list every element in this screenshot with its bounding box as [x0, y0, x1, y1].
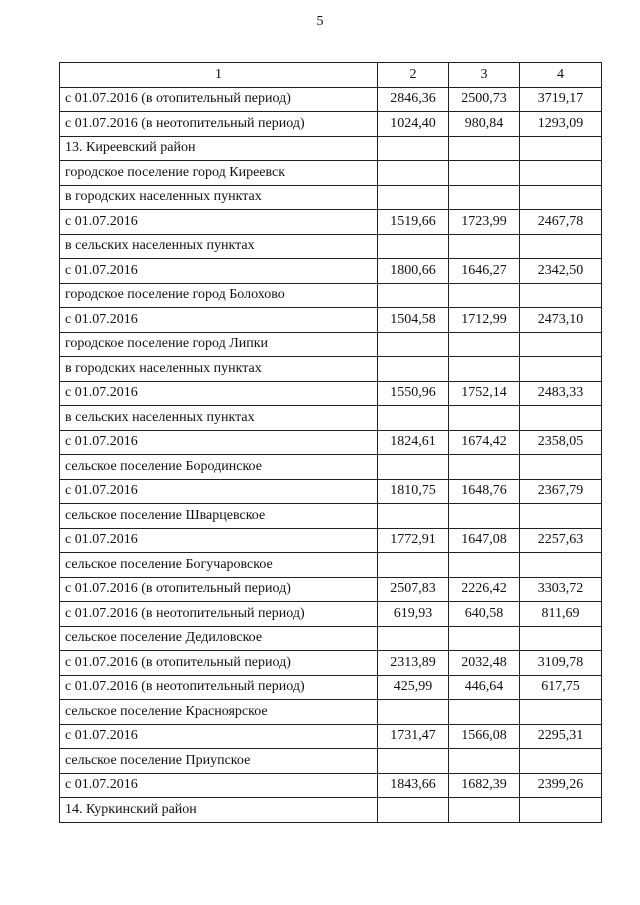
row-label-cell: сельское поселение Богучаровское [60, 553, 378, 578]
table-row [60, 381, 602, 406]
value-cell-col2: 2313,89 [378, 651, 449, 676]
value-cell-col4 [520, 626, 602, 651]
value-cell-col3 [449, 234, 520, 259]
value-cell-col3: 1682,39 [449, 773, 520, 798]
page-number: 5 [316, 14, 324, 29]
row-label-cell: сельское поселение Красноярское [60, 700, 378, 725]
table-row [60, 675, 602, 700]
row-label-cell: с 01.07.2016 (в неотопительный период) [60, 112, 378, 137]
column-header-4: 4 [520, 63, 602, 88]
value-cell-col4 [520, 553, 602, 578]
table-row [60, 185, 602, 210]
value-cell-col2 [378, 283, 449, 308]
table-row [60, 234, 602, 259]
value-cell-col2: 1024,40 [378, 112, 449, 137]
value-cell-col2: 1810,75 [378, 479, 449, 504]
row-label-cell: с 01.07.2016 [60, 724, 378, 749]
value-cell-col4: 3719,17 [520, 87, 602, 112]
value-cell-col2: 1504,58 [378, 308, 449, 333]
table-row [60, 455, 602, 480]
table-body [60, 87, 602, 822]
value-cell-col2: 1772,91 [378, 528, 449, 553]
row-label-cell: 13. Киреевский район [60, 136, 378, 161]
value-cell-col2 [378, 136, 449, 161]
table-row [60, 626, 602, 651]
value-cell-col3 [449, 357, 520, 382]
value-cell-col3: 640,58 [449, 602, 520, 627]
value-cell-col4: 2342,50 [520, 259, 602, 284]
row-label-cell: с 01.07.2016 (в неотопительный период) [60, 675, 378, 700]
value-cell-col4 [520, 357, 602, 382]
value-cell-col4: 617,75 [520, 675, 602, 700]
value-cell-col4: 2367,79 [520, 479, 602, 504]
table-row [60, 112, 602, 137]
value-cell-col4 [520, 185, 602, 210]
value-cell-col2 [378, 553, 449, 578]
table-row [60, 577, 602, 602]
value-cell-col4 [520, 332, 602, 357]
row-label-cell: городское поселение город Болохово [60, 283, 378, 308]
value-cell-col3 [449, 626, 520, 651]
value-cell-col4 [520, 161, 602, 186]
value-cell-col3 [449, 749, 520, 774]
value-cell-col2: 425,99 [378, 675, 449, 700]
row-label-cell: в городских населенных пунктах [60, 185, 378, 210]
row-label-cell: с 01.07.2016 [60, 479, 378, 504]
table-header-row [60, 63, 602, 88]
value-cell-col3: 1752,14 [449, 381, 520, 406]
value-cell-col3 [449, 504, 520, 529]
value-cell-col3 [449, 455, 520, 480]
value-cell-col4: 2257,63 [520, 528, 602, 553]
value-cell-col3: 1674,42 [449, 430, 520, 455]
value-cell-col3: 2032,48 [449, 651, 520, 676]
value-cell-col2 [378, 234, 449, 259]
table-row [60, 798, 602, 823]
table-row [60, 136, 602, 161]
value-cell-col2 [378, 161, 449, 186]
value-cell-col2 [378, 798, 449, 823]
value-cell-col4 [520, 798, 602, 823]
table-row [60, 504, 602, 529]
value-cell-col2: 1824,61 [378, 430, 449, 455]
row-label-cell: с 01.07.2016 [60, 528, 378, 553]
row-label-cell: с 01.07.2016 [60, 308, 378, 333]
table-row [60, 161, 602, 186]
value-cell-col4 [520, 406, 602, 431]
table-row [60, 210, 602, 235]
value-cell-col3: 1712,99 [449, 308, 520, 333]
table-row [60, 651, 602, 676]
table-row [60, 773, 602, 798]
table-row [60, 406, 602, 431]
value-cell-col2 [378, 406, 449, 431]
value-cell-col2: 1800,66 [378, 259, 449, 284]
value-cell-col2: 1731,47 [378, 724, 449, 749]
table-row [60, 553, 602, 578]
value-cell-col2 [378, 700, 449, 725]
row-label-cell: с 01.07.2016 [60, 773, 378, 798]
value-cell-col3: 2226,42 [449, 577, 520, 602]
table-row [60, 357, 602, 382]
row-label-cell: в сельских населенных пунктах [60, 406, 378, 431]
row-label-cell: городское поселение город Липки [60, 332, 378, 357]
value-cell-col3 [449, 406, 520, 431]
value-cell-col4 [520, 283, 602, 308]
row-label-cell: в сельских населенных пунктах [60, 234, 378, 259]
value-cell-col3: 446,64 [449, 675, 520, 700]
value-cell-col3 [449, 185, 520, 210]
value-cell-col4: 1293,09 [520, 112, 602, 137]
row-label-cell: с 01.07.2016 [60, 259, 378, 284]
row-label-cell: с 01.07.2016 (в отопительный период) [60, 651, 378, 676]
column-header-3: 3 [449, 63, 520, 88]
table-row [60, 749, 602, 774]
value-cell-col3 [449, 332, 520, 357]
value-cell-col2: 1519,66 [378, 210, 449, 235]
table-row [60, 528, 602, 553]
table-row [60, 332, 602, 357]
table-row [60, 602, 602, 627]
value-cell-col3: 1648,76 [449, 479, 520, 504]
value-cell-col2: 1550,96 [378, 381, 449, 406]
value-cell-col4 [520, 700, 602, 725]
row-label-cell: в городских населенных пунктах [60, 357, 378, 382]
value-cell-col4: 3109,78 [520, 651, 602, 676]
value-cell-col2 [378, 749, 449, 774]
table-row [60, 283, 602, 308]
value-cell-col4: 2483,33 [520, 381, 602, 406]
value-cell-col4 [520, 136, 602, 161]
table-row [60, 479, 602, 504]
value-cell-col3: 1723,99 [449, 210, 520, 235]
row-label-cell: сельское поселение Дедиловское [60, 626, 378, 651]
value-cell-col4: 2399,26 [520, 773, 602, 798]
row-label-cell: с 01.07.2016 (в неотопительный период) [60, 602, 378, 627]
row-label-cell: с 01.07.2016 (в отопительный период) [60, 577, 378, 602]
table-row [60, 87, 602, 112]
row-label-cell: сельское поселение Шварцевское [60, 504, 378, 529]
value-cell-col2 [378, 185, 449, 210]
value-cell-col2: 619,93 [378, 602, 449, 627]
table-row [60, 259, 602, 284]
value-cell-col2: 1843,66 [378, 773, 449, 798]
value-cell-col2 [378, 455, 449, 480]
value-cell-col4 [520, 749, 602, 774]
value-cell-col2: 2846,36 [378, 87, 449, 112]
row-label-cell: с 01.07.2016 [60, 381, 378, 406]
row-label-cell: с 01.07.2016 [60, 430, 378, 455]
value-cell-col4: 3303,72 [520, 577, 602, 602]
row-label-cell: сельское поселение Приупское [60, 749, 378, 774]
value-cell-col3 [449, 700, 520, 725]
row-label-cell: сельское поселение Бородинское [60, 455, 378, 480]
column-header-1: 1 [60, 63, 378, 88]
value-cell-col2 [378, 504, 449, 529]
value-cell-col4: 2358,05 [520, 430, 602, 455]
value-cell-col4: 811,69 [520, 602, 602, 627]
table-row [60, 700, 602, 725]
value-cell-col3: 2500,73 [449, 87, 520, 112]
value-cell-col3 [449, 136, 520, 161]
table-row [60, 308, 602, 333]
value-cell-col4: 2295,31 [520, 724, 602, 749]
value-cell-col2 [378, 357, 449, 382]
value-cell-col2 [378, 332, 449, 357]
tariff-table [59, 62, 602, 823]
value-cell-col3: 980,84 [449, 112, 520, 137]
value-cell-col3: 1646,27 [449, 259, 520, 284]
value-cell-col4 [520, 455, 602, 480]
value-cell-col2: 2507,83 [378, 577, 449, 602]
row-label-cell: городское поселение город Киреевск [60, 161, 378, 186]
row-label-cell: с 01.07.2016 [60, 210, 378, 235]
value-cell-col4 [520, 504, 602, 529]
value-cell-col3 [449, 553, 520, 578]
value-cell-col4: 2473,10 [520, 308, 602, 333]
row-label-cell: 14. Куркинский район [60, 798, 378, 823]
value-cell-col3 [449, 161, 520, 186]
value-cell-col3: 1647,08 [449, 528, 520, 553]
value-cell-col4: 2467,78 [520, 210, 602, 235]
table-row [60, 430, 602, 455]
table-row [60, 724, 602, 749]
value-cell-col2 [378, 626, 449, 651]
row-label-cell: с 01.07.2016 (в отопительный период) [60, 87, 378, 112]
value-cell-col4 [520, 234, 602, 259]
value-cell-col3 [449, 283, 520, 308]
value-cell-col3: 1566,08 [449, 724, 520, 749]
value-cell-col3 [449, 798, 520, 823]
column-header-2: 2 [378, 63, 449, 88]
